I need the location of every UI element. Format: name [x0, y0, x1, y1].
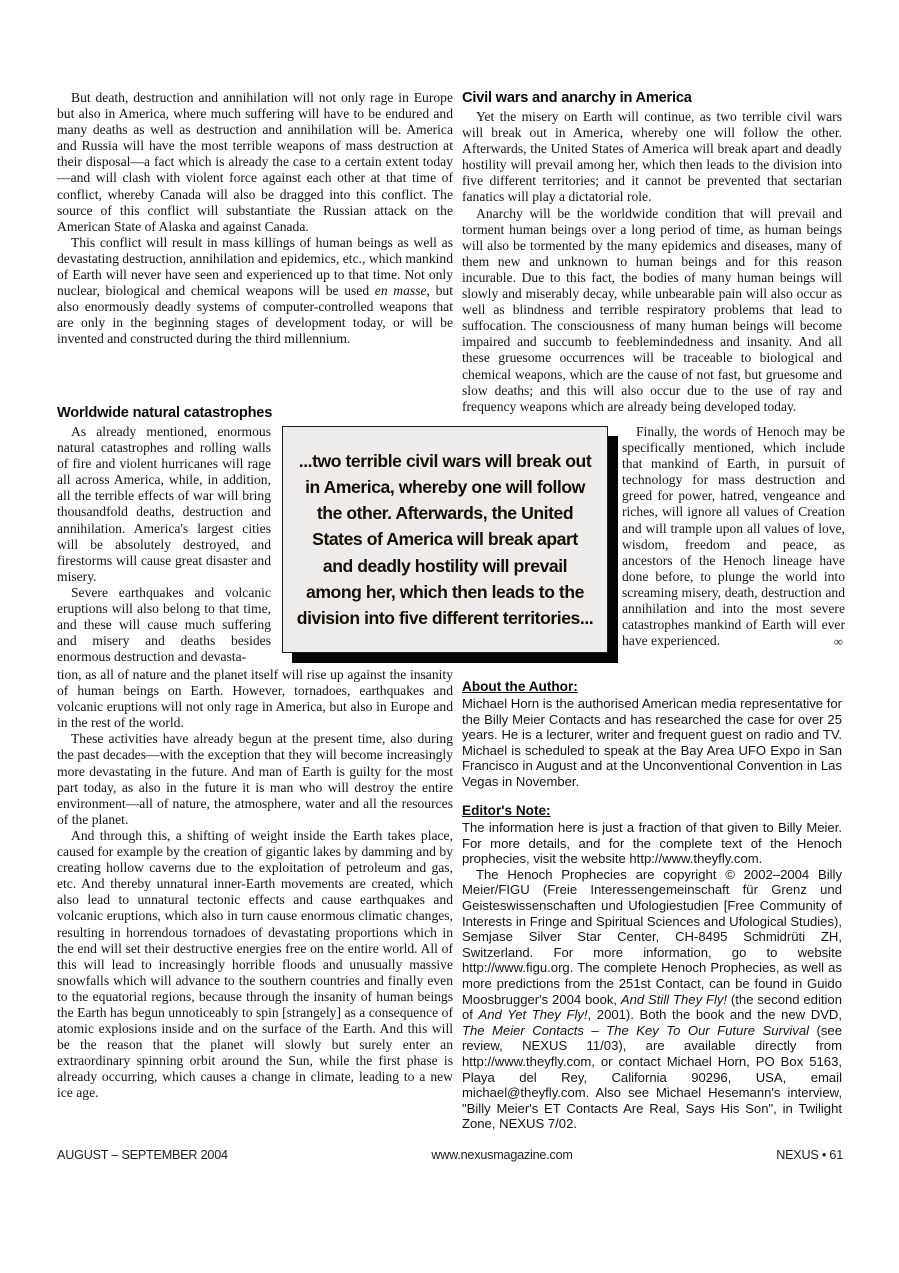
article-paragraph: Finally, the words of Henoch may be specifically mentioned, which include that mankind of Earth, in pursuit of technology for mass destruction and greed for power, hatred, vengeance and riches, will ignore all values of Creation and will trample upon all values of love, wisdom, freedom and peace, as ancestors of the Henoch lineage have done before, to plunge the world into screaming misery, death, destruction and annihilation and into the most severe catastrophes mankind of Earth will ever have experienced. [622, 424, 845, 649]
left-column-top [57, 90, 453, 348]
book-title-italic: And Yet They Fly! [478, 1007, 588, 1023]
footer-page-number: NEXUS • 61 [776, 1148, 843, 1162]
article-paragraph: tion, as all of nature and the planet itself will rise up against the insanity of human beings on Earth. However, tornadoes, earthquakes and volcanic eruptions will not only rage in America, but also in Europe and in the rest of the world. [57, 667, 453, 731]
page-footer [57, 1148, 843, 1162]
editors-note-heading: Editor's Note: [462, 803, 551, 818]
paragraph-text: , 2001). Both the book and the new DVD, [587, 1007, 843, 1023]
article-paragraph: These activities have already begun at the present time, also during the past decades—with the exception that they will become increasingly more devastating in the future. And man of Earth is guilty for the most part today, as also in the future it is man who will destroy the entire environment—all of nature, the atmosphere, water and all the resources of the planet. [57, 731, 453, 827]
left-column-bottom [57, 667, 453, 1102]
paragraph-text: This conflict will result in mass killings of human beings as well as devastating destruction, annihilation and epidemics, etc., which mankind of Earth will never have seen and experienced up to that time. Not only nuclear, biological and chemical weapons will be used [57, 234, 454, 299]
paragraph-text: , but also enormously deadly systems of computer-controlled weapons that are only in the beginning stages of development today, or will be invented and constructed during the third millennium. [57, 283, 453, 347]
right-column-top [462, 90, 842, 415]
book-title-italic: And Still They Fly! [620, 991, 728, 1007]
paragraph-text: The Henoch Prophecies are copyright © 2002–2004 Billy Meier/FIGU (Freie Interessengemeinschaft für Grenz und Geisteswissenschaften und Ufologiestudien [Free Community of Interests in Fringe and Spiritual Sciences and Ufological Studies), Semjase Silver Star Center, CH-8495 Schmidrüti ZH, Switzerland. For more information, go to website http://www.figu.org. The complete Henoch Prophecies, as well as more predictions from the 251st Contact, can be found in Guido Moosbrugger's 2004 book, [462, 866, 842, 1007]
right-column-narrow [622, 424, 845, 649]
about-the-author-section [462, 679, 842, 790]
pull-quote-text: ...two terrible civil wars will break out in America, whereby one will follow the other. Afterwards, the United States of America will break apart and deadly hostility will prevail among her, which then leads to the division into five different territories... [296, 450, 594, 628]
about-author-body: Michael Horn is the authorised American media representative for the Billy Meier Contacts and has researched the case for over 25 years. He is a lecturer, writer and frequent guest on radio and TV. Michael is scheduled to speak at the Bay Area UFO Expo in San Francisco in August and at the Unconventional Convention in Las Vegas in November. [462, 696, 842, 789]
article-paragraph: Severe earthquakes and volcanic eruptions will also belong to that time, and these will cause much suffering and misery and deaths besides enormous destruction and devasta- [57, 584, 271, 665]
italic-phrase: en masse [374, 283, 427, 299]
section-heading-civil-wars: Civil wars and anarchy in America [462, 90, 692, 106]
section-heading-worldwide-natural-catastrophes: Worldwide natural catastrophes [57, 405, 273, 421]
article-paragraph: But death, destruction and annihilation will not only rage in Europe but also in America, where much suffering will have to be endured and many deaths as well as destruction and annihilation will be. America and Russia will have the most terrible weapons of mass destruction at their disposal—a fact which is already the case to a certain extent today—and will clash with violent force against each other at that time of conflict, whereby Canada will also be dragged into this conflict. The source of this conflict will substantiate the Russian attack on the American State of Alaska and against Canada. [57, 90, 453, 234]
pull-quote-box [282, 426, 608, 653]
article-paragraph: As already mentioned, enormous natural catastrophes and rolling walls of fire and violent hurricanes will rage all across America, while, in addition, all the terrible effects of war will bring thousandfold deaths, destruction and annihilation. America's largest cities will be absolutely destroyed, and firestorms will cause great disaster and misery. [57, 424, 271, 584]
footer-website: www.nexusmagazine.com [431, 1148, 573, 1162]
paragraph-text: (see review, NEXUS 11/03), are available directly from http://www.theyfly.com, or contact Michael Horn, PO Box 5163, Playa del Rey, California 90296, USA, email michael@theyfly.com. Also see Michael Hesemann's interview, "Billy Meier's ET Contacts Are Real, Says His Son", in Twilight Zone, NEXUS 7/02. [462, 1022, 842, 1132]
paragraph-text: (the second edition of [462, 991, 842, 1023]
footer-issue-date: AUGUST – SEPTEMBER 2004 [57, 1148, 228, 1162]
about-author-heading: About the Author: [462, 679, 578, 694]
editors-note-section [462, 803, 842, 1132]
article-paragraph: Yet the misery on Earth will continue, as two terrible civil wars will break out in America, whereby one will follow the other. Afterwards, the United States of America will break apart and deadly hostility will prevail among her, which then leads to the division into five different territories; and it cannot be prevented that sectarian fanatics will play a dictatorial role. [462, 109, 842, 205]
editors-note-paragraph: The information here is just a fraction of that given to Billy Meier. For more details, and for the complete text of the Henoch prophecies, visit the website http://www.theyfly.com. [462, 820, 842, 867]
article-paragraph: Anarchy will be the worldwide condition that will prevail and torment human beings over a long period of time, as human beings will also be tormented by the many epidemics and diseases, many of them new and unknown to human beings and for this reason incurable. Due to this fact, the bodies of many human beings will slowly and miserably decay, while unbearable pain will also occur as well as blindness and terrible respiratory problems that lead to suffocation. The consciousness of many human beings will become impaired and succumb to feeblemindedness and insanity. And all these gruesome occurrences will be traceable to biological and chemical weapons, which are the cause of not fast, but gruesome and slow deaths; and this will also occur due to the use of ray and frequency weapons which are already being developed today. [462, 205, 842, 414]
article-paragraph: And through this, a shifting of weight inside the Earth takes place, caused for example by the creation of gigantic lakes by damming and by creating hollow caverns due to the exploitation of petroleum and gas, etc. And thereby unnatural inner-Earth movements are created, which also lead to unnatural tectonic effects and cause earthquakes and volcanic eruptions, which also in turn cause enormous climatic changes, resulting in horrendous tornadoes of devastating proportions which in the end will set their destructive energies free on the entire world. All of this will lead to increasingly horrible floods and unusually massive snowfalls which will advance to the southern countries and finally even to the equatorial regions, because through the insanity of human beings the Earth has begun unnoticeably to spin [strangely] as a consequence of atomic explosions inside and on the surface of the Earth. And this will be the reason that the planet will slowly but surely enter an extraordinary spinning orbit around the Sun, while the first phase is already occurring, which causes a change in climate, leading to a new ice age. [57, 827, 453, 1101]
dvd-title-italic: The Meier Contacts – The Key To Our Future Survival [462, 1022, 810, 1038]
left-column-narrow [57, 424, 271, 665]
editors-note-paragraph [462, 867, 842, 1132]
end-of-article-infinity-mark: ∞ [833, 634, 843, 650]
article-paragraph [57, 235, 453, 348]
